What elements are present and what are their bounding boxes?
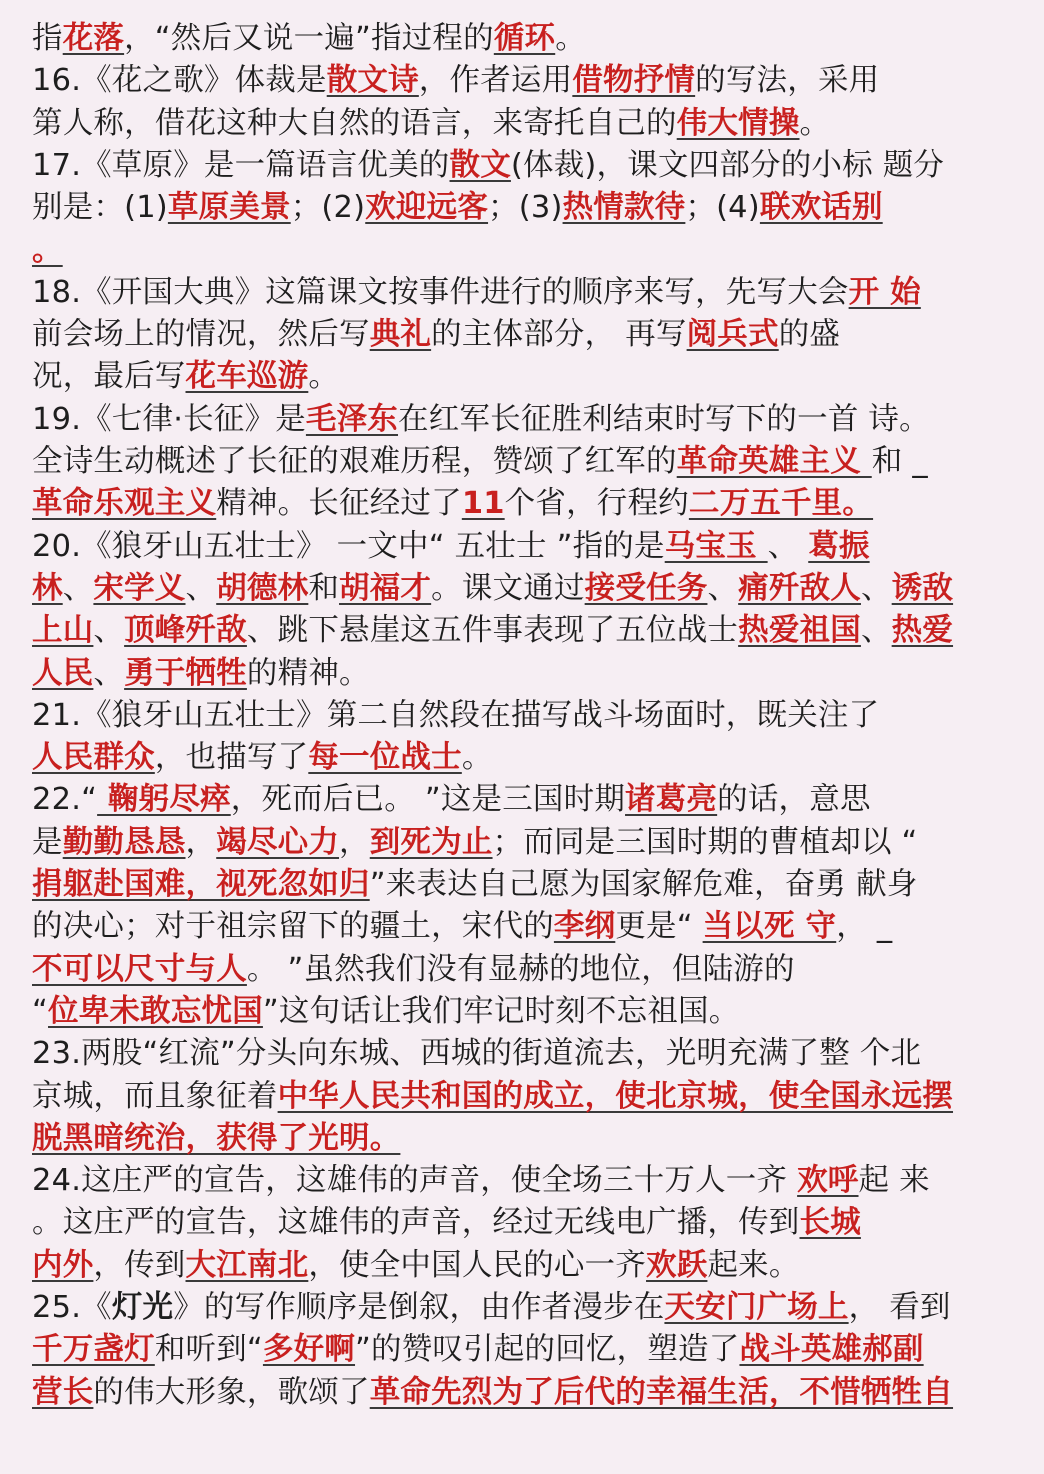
- text-segment: 、: [93, 613, 125, 649]
- text-segment: 、: [767, 528, 809, 564]
- text-line: [32, 60, 1026, 102]
- answer-highlight: 每一位战士: [308, 740, 462, 776]
- answer-highlight: 胡德林: [216, 570, 309, 606]
- answer-highlight: 借物抒情: [572, 63, 696, 99]
- answer-highlight: 千万盏灯: [32, 1332, 155, 1368]
- answer-highlight: 伟大情操: [676, 105, 800, 141]
- text-segment: 、: [860, 570, 892, 606]
- text-segment: ”来表达自己愿为国家解危难，奋勇 献身: [369, 867, 918, 902]
- answer-highlight: 热情款待: [562, 190, 686, 226]
- answer-highlight: 革命乐观主义: [32, 486, 217, 522]
- answer-highlight: 勇于牺牲: [124, 655, 247, 691]
- text-segment: 个省，行程约: [504, 486, 689, 522]
- answer-highlight: 热爱祖国: [738, 613, 861, 649]
- text-segment: 20.《狼牙山五壮士》 一文中“ 五壮士 ”指的是: [32, 528, 665, 564]
- text-line: [32, 230, 1026, 272]
- text-segment: “: [32, 993, 49, 1029]
- answer-highlight: 位卑未敢忘忧国: [48, 993, 263, 1029]
- text-line: [32, 441, 1026, 483]
- text-line: [32, 906, 1026, 948]
- bold-text: 灯光: [111, 1290, 174, 1325]
- text-segment: 和: [308, 570, 340, 606]
- answer-highlight: 花落: [62, 21, 125, 56]
- text-line: [32, 864, 1026, 906]
- answer-highlight: 热爱: [891, 613, 954, 649]
- text-segment: ，传到: [93, 1247, 186, 1283]
- text-segment: 的盛: [778, 317, 841, 353]
- text-line: [32, 399, 1026, 441]
- text-segment: 在红军长征胜利结束时写下的一首 诗。: [398, 401, 930, 437]
- text-segment: 第人称，借花这种大自然的语言，来寄托自己的: [32, 105, 677, 141]
- text-line: [32, 949, 1026, 991]
- answer-highlight: 竭尽心力: [216, 824, 340, 860]
- answer-highlight: 接受任务: [584, 570, 708, 606]
- answer-highlight: 阅兵式: [686, 317, 779, 353]
- text-line: [32, 779, 1026, 821]
- text-segment: (体裁)，课文四部分的小标 题分: [510, 147, 945, 183]
- answer-highlight: 当以死 守: [702, 909, 837, 945]
- text-segment: 25.《: [32, 1290, 112, 1325]
- text-line: [32, 483, 1026, 525]
- answer-highlight: 马宝玉: [664, 528, 768, 564]
- text-segment: 。: [799, 105, 831, 141]
- text-segment: 24.这庄严的宣告，这雄伟的声音，使全场三十万人一齐: [32, 1163, 798, 1199]
- text-segment: 19.《七律·长征》是: [32, 401, 306, 437]
- answer-highlight: 不可以尺寸与人: [32, 951, 247, 987]
- answer-highlight: 上山: [32, 613, 94, 649]
- answer-highlight: 宋学义: [93, 570, 186, 606]
- text-line: [32, 18, 1026, 60]
- answer-highlight: 联欢话别: [759, 190, 883, 226]
- answer-highlight: 林: [32, 570, 63, 606]
- text-line: [32, 1372, 1026, 1414]
- text-line: [32, 526, 1026, 568]
- text-segment: 。: [461, 740, 493, 776]
- answer-highlight: 胡福才: [339, 570, 432, 606]
- answer-highlight: 花车巡游: [185, 359, 309, 395]
- text-line: [32, 1118, 1026, 1160]
- text-line: [32, 187, 1026, 229]
- text-line: [32, 822, 1026, 864]
- text-segment: 的伟大形象，歌颂了: [93, 1374, 370, 1410]
- text-line: [32, 991, 1026, 1033]
- answer-highlight: 欢迎远客: [365, 190, 489, 226]
- answer-highlight: 11: [461, 486, 505, 522]
- answer-highlight: 散文诗: [326, 63, 419, 99]
- answer-highlight: 人民群众: [32, 740, 155, 776]
- text-segment: 。这庄严的宣告，这雄伟的声音，经过无线电广播，传到: [32, 1205, 800, 1241]
- answer-highlight: 勤勤恳恳: [62, 824, 186, 860]
- answer-highlight: 到死为止: [369, 824, 493, 860]
- text-segment: 的写法，采用: [695, 63, 880, 99]
- text-segment: 的话，意思: [717, 782, 871, 818]
- text-segment: 前会场上的情况，然后写: [32, 317, 370, 353]
- answer-highlight: 脱黑暗统治，获得了光明。: [32, 1120, 401, 1156]
- answer-highlight: 李纲: [553, 909, 616, 945]
- answer-highlight: 顶峰歼敌: [124, 613, 247, 649]
- text-segment: 、跳下悬崖这五件事表现了五位战士: [246, 613, 739, 649]
- text-segment: 23.两股“红流”分头向东城、西城的街道流去，光明充满了整 个北: [32, 1036, 922, 1072]
- text-segment: ， 看到: [848, 1290, 951, 1325]
- text-segment: 别是：(1): [32, 190, 168, 226]
- text-segment: 。课文通过: [431, 570, 585, 606]
- text-line: [32, 653, 1026, 695]
- answer-highlight: 开 始: [848, 274, 921, 310]
- text-segment: 、: [93, 655, 125, 691]
- text-segment: 》的写作顺序是倒叙，由作者漫步在: [173, 1290, 665, 1325]
- text-segment: ，“然后又说一遍”指过程的: [124, 21, 494, 56]
- text-line: [32, 1160, 1026, 1202]
- text-line: [32, 568, 1026, 610]
- text-segment: 京城，而且象征着: [32, 1078, 278, 1114]
- text-line: [32, 610, 1026, 652]
- answer-highlight: 人民: [32, 655, 94, 691]
- text-segment: 。 ”虽然我们没有显赫的地位，但陆游的: [246, 951, 795, 987]
- text-segment: ；(3): [488, 190, 563, 226]
- text-segment: 起来。: [707, 1247, 800, 1283]
- text-segment: 况，最后写: [32, 359, 186, 395]
- text-segment: 22.“: [32, 782, 98, 818]
- text-line: [32, 1245, 1026, 1287]
- text-segment: 、: [707, 570, 739, 606]
- answer-highlight: 中华人民共和国的成立，使北京城，使全国永远摆: [277, 1078, 954, 1114]
- text-segment: 是: [32, 824, 63, 860]
- text-segment: 全诗生动概述了长征的艰难历程，赞颂了红军的: [32, 444, 677, 479]
- answer-highlight: 革命先烈为了后代的幸福生活，不惜牺牲自: [369, 1374, 954, 1410]
- text-segment: 的精神。: [246, 655, 370, 691]
- text-segment: 。: [555, 21, 586, 56]
- text-segment: 。: [308, 359, 340, 395]
- answer-highlight: 内外: [32, 1247, 94, 1283]
- answer-highlight: 鞠躬尽瘁: [97, 782, 231, 818]
- text-segment: 16.《花之歌》体裁是: [32, 63, 327, 99]
- text-segment: 的主体部分， 再写: [431, 317, 687, 353]
- answer-highlight: 葛振: [808, 528, 870, 564]
- answer-highlight: 二万五千里。: [688, 486, 874, 522]
- text-segment: ；(4): [685, 190, 760, 226]
- answer-highlight: 革命英雄主义: [676, 444, 872, 479]
- answer-highlight: 欢跃: [646, 1247, 708, 1283]
- answer-highlight: 诱敌: [891, 570, 954, 606]
- text-line: [32, 1202, 1026, 1244]
- text-line: [32, 103, 1026, 145]
- answer-highlight: 散文: [449, 147, 511, 183]
- answer-highlight: 循环: [493, 21, 556, 56]
- text-line: [32, 145, 1026, 187]
- text-line: [32, 1076, 1026, 1118]
- text-segment: ，: [339, 824, 370, 860]
- text-segment: 和 _: [871, 444, 928, 479]
- answer-highlight: 诸葛亮: [625, 782, 718, 818]
- text-segment: 和听到“: [154, 1332, 263, 1368]
- text-segment: ，也描写了: [154, 740, 309, 776]
- text-segment: 起 来: [858, 1163, 930, 1199]
- answer-highlight: 长城: [799, 1205, 861, 1241]
- answer-highlight: 战斗英雄郝副: [739, 1332, 924, 1368]
- text-segment: 指: [32, 21, 63, 56]
- text-segment: ；而同是三国时期的曹植却以 “: [492, 824, 918, 860]
- answer-highlight: 天安门广场上: [664, 1290, 849, 1325]
- answer-highlight: 欢呼: [797, 1163, 859, 1199]
- text-segment: ，死而后已。 ”这是三国时期: [230, 782, 626, 818]
- text-segment: ，使全中国人民的心一齐: [308, 1247, 647, 1283]
- text-segment: ，作者运用: [418, 63, 573, 99]
- text-line: [32, 356, 1026, 398]
- text-line: [32, 272, 1026, 314]
- answer-highlight: 大江南北: [185, 1247, 309, 1283]
- answer-highlight: 典礼: [369, 317, 432, 353]
- text-segment: 、: [185, 570, 217, 606]
- answer-highlight: 多好啊: [262, 1332, 356, 1368]
- text-segment: ”这句话让我们牢记时刻不忘祖国。: [262, 993, 740, 1029]
- text-segment: 18.《开国大典》这篇课文按事件进行的顺序来写，先写大会: [32, 274, 849, 310]
- text-segment: ，: [185, 824, 217, 860]
- answer-highlight: 痛歼敌人: [738, 570, 861, 606]
- text-line: [32, 1033, 1026, 1075]
- text-segment: 21.《狼牙山五壮士》第二自然段在描写战斗场面时，既关注了: [32, 697, 880, 733]
- answer-highlight: 毛泽东: [305, 401, 399, 437]
- answer-highlight: 草原美景: [167, 190, 291, 226]
- text-line: [32, 695, 1026, 737]
- text-line: [32, 314, 1026, 356]
- text-line: [32, 1287, 1026, 1329]
- text-line: [32, 1329, 1026, 1371]
- answer-highlight: 营长: [32, 1374, 94, 1410]
- answer-highlight: 。: [32, 232, 63, 268]
- text-segment: ”的赞叹引起的回忆，塑造了: [355, 1332, 740, 1368]
- text-segment: 精神。长征经过了: [216, 486, 462, 522]
- text-segment: ；(2): [290, 190, 366, 226]
- text-segment: 的决心；对于祖宗留下的疆土，宋代的: [32, 909, 554, 945]
- text-line: [32, 737, 1026, 779]
- text-segment: 更是“: [615, 909, 703, 945]
- answer-highlight: 捐躯赴国难，视死忽如归: [32, 867, 370, 902]
- text-segment: 17.《草原》是一篇语言优美的: [32, 147, 450, 183]
- text-segment: 、: [860, 613, 892, 649]
- text-segment: ， _: [836, 909, 893, 945]
- text-segment: 、: [62, 570, 94, 606]
